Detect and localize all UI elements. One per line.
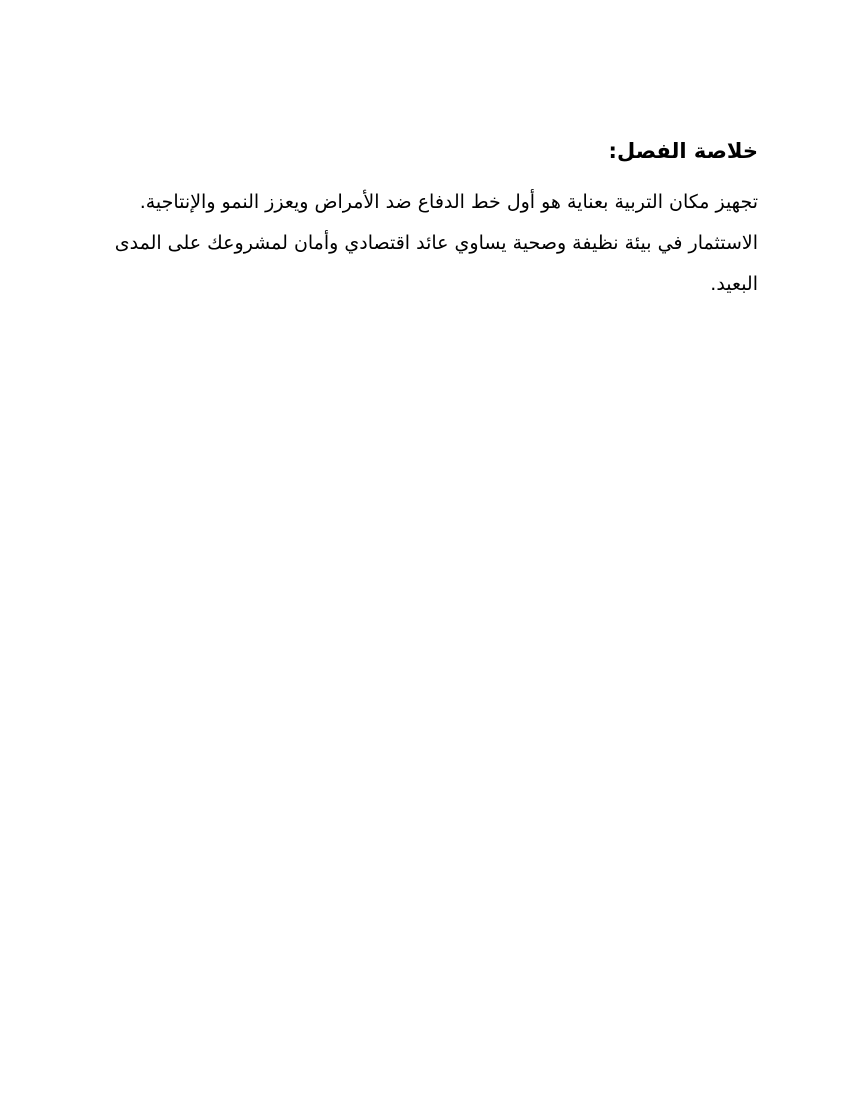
page-content bbox=[114, 134, 758, 305]
paragraph-line-2: الاستثمار في بيئة نظيفة وصحية يساوي عائد اقتصادي وأمان لمشروعك على المدى bbox=[114, 232, 758, 254]
paragraph-line-1: تجهيز مكان التربية بعناية هو أول خط الدفاع ضد الأمراض ويعزز النمو والإنتاجية. bbox=[139, 191, 758, 213]
paragraph-line-3: البعيد. bbox=[710, 273, 758, 295]
summary-paragraph bbox=[114, 182, 758, 305]
section-heading: خلاصة الفصل: bbox=[608, 139, 758, 163]
